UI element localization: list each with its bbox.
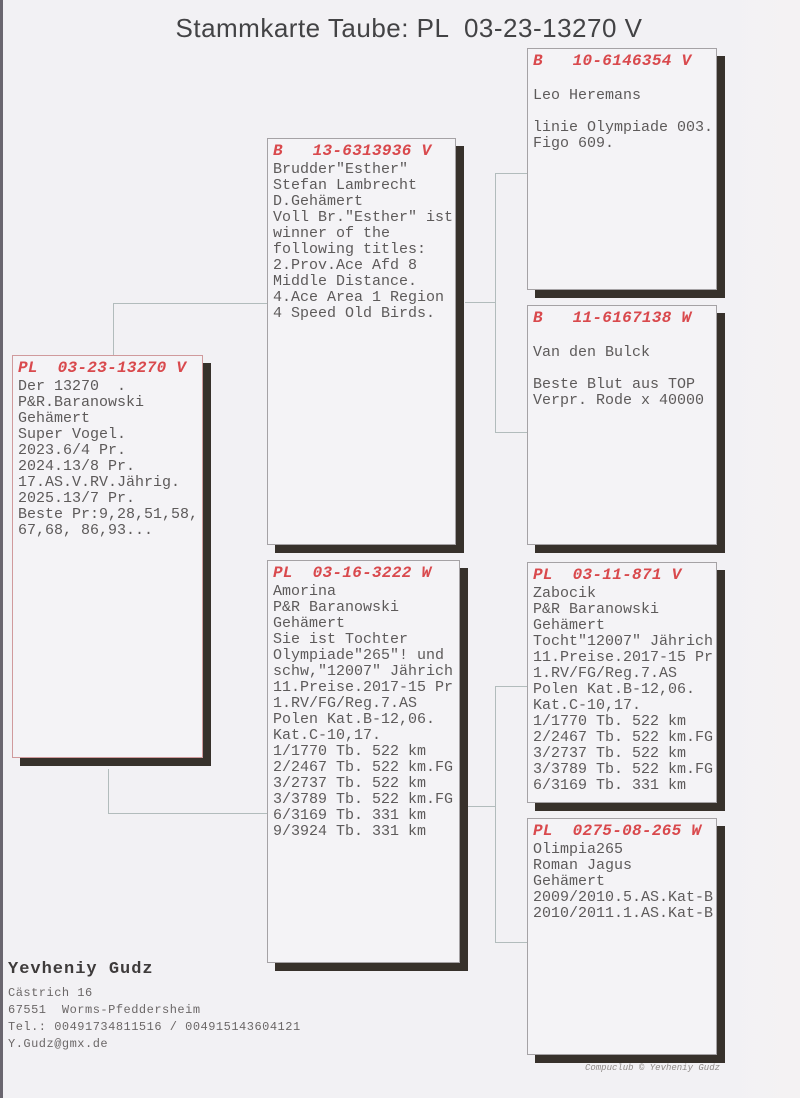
connector-dam-stub [465, 806, 496, 807]
pedigree-text-line: Brudder"Esther" [273, 161, 409, 178]
pedigree-text-line: 4 Speed Old Birds. [273, 305, 436, 322]
pedigree-text-line: Gehämert [18, 410, 91, 427]
connector-sire-dam-h [496, 432, 527, 433]
owner-address-line: 67551 Worms-Pfeddersheim [8, 1003, 201, 1017]
pedigree-text-line: D.Gehämert [273, 193, 364, 210]
owner-address-line: Cästrich 16 [8, 986, 93, 1000]
pedigree-lines [268, 162, 455, 322]
pedigree-lines [13, 379, 202, 539]
pedigree-text-line: 2/2467 Tb. 522 km.FG [273, 759, 454, 776]
pedigree-text-line: 67,68, 86,93... [18, 522, 154, 539]
pedigree-text-line: Gehämert [273, 615, 346, 632]
pedigree-text-line: P&R.Baranowski [18, 394, 145, 411]
pedigree-text-line [533, 329, 716, 345]
pedigree-text-line: 2/2467 Tb. 522 km.FG [533, 729, 714, 746]
pedigree-box-dam-sire [527, 562, 717, 803]
pedigree-text-line: 3/3789 Tb. 522 km.FG [273, 791, 454, 808]
pedigree-text-line: 2010/2011.1.AS.Kat-B [533, 905, 714, 922]
ring-number-header: PL 03-11-871 V [533, 566, 682, 584]
ring-number-header: PL 03-23-13270 V [18, 359, 187, 377]
pedigree-text-line: 2024.13/8 Pr. [18, 458, 136, 475]
pedigree-text-line: following titles: [273, 241, 427, 258]
pedigree-text-line: Kat.C-10,17. [273, 727, 382, 744]
connector-subject-sire-h [113, 303, 268, 304]
ring-number-header: B 13-6313936 V [273, 142, 432, 160]
pedigree-text-line: 2.Prov.Ace Afd 8 [273, 257, 418, 274]
pedigree-box-dam-dam [527, 818, 717, 1055]
pedigree-text-line: Verpr. Rode x 40000 [533, 392, 705, 409]
pedigree-text-line: 11.Preise.2017-15 Pr [533, 649, 714, 666]
pedigree-text-line: 2025.13/7 Pr. [18, 490, 136, 507]
pedigree-box-subject [12, 355, 203, 758]
pedigree-text-line: Kat.C-10,17. [533, 697, 642, 714]
pedigree-text-line: Leo Heremans [533, 87, 642, 104]
connector-subject-sire-v [113, 303, 114, 356]
pedigree-text-line: 9/3924 Tb. 331 km [273, 823, 427, 840]
pedigree-text-line: schw,"12007" Jährich [273, 663, 454, 680]
connector-sire-stub [465, 302, 496, 303]
pedigree-text-line: Amorina [273, 583, 337, 600]
pedigree-text-line: 1.RV/FG/Reg.7.AS [533, 665, 678, 682]
pedigree-lines [268, 584, 459, 840]
pedigree-text-line: Olimpia265 [533, 841, 624, 858]
pedigree-text-line [533, 104, 716, 120]
pedigree-text-line: 1.RV/FG/Reg.7.AS [273, 695, 418, 712]
connector-sire-sire-h [496, 173, 527, 174]
connector-dam-bracket-v [495, 686, 496, 943]
pedigree-text-line: Gehämert [533, 617, 606, 634]
ring-number-header: B 10-6146354 V [533, 52, 692, 70]
pedigree-lines [528, 842, 716, 922]
pedigree-text-line: 2023.6/4 Pr. [18, 442, 127, 459]
pedigree-text-line: Der 13270 . [18, 378, 127, 395]
owner-block [8, 960, 301, 1053]
owner-address-line: Tel.: 00491734811516 / 004915143604121 [8, 1020, 301, 1034]
pedigree-text-line: 2009/2010.5.AS.Kat-B [533, 889, 714, 906]
pedigree-lines [528, 72, 716, 152]
pedigree-text-line: 1/1770 Tb. 522 km [273, 743, 427, 760]
pedigree-text-line: 4.Ace Area 1 Region [273, 289, 445, 306]
pedigree-text-line: Super Vogel. [18, 426, 127, 443]
connector-sire-bracket-v [495, 173, 496, 433]
owner-name: Yevheniy Gudz [8, 960, 154, 979]
pedigree-text-line: 11.Preise.2017-15 Pr [273, 679, 454, 696]
pedigree-text-line [533, 72, 716, 88]
pedigree-text-line: Sie ist Tochter [273, 631, 409, 648]
pedigree-text-line: Beste Blut aus TOP [533, 376, 696, 393]
ring-number-header: B 11-6167138 W [533, 309, 692, 327]
pedigree-text-line: winner of the [273, 225, 391, 242]
pedigree-text-line: Gehämert [533, 873, 606, 890]
pedigree-text-line: linie Olympiade 003. [533, 119, 714, 136]
pedigree-text-line: 17.AS.V.RV.Jährig. [18, 474, 181, 491]
pedigree-text-line: Van den Bulck [533, 344, 651, 361]
pedigree-lines [528, 586, 716, 794]
pedigree-text-line: Olympiade"265"! und [273, 647, 445, 664]
pedigree-text-line: 6/3169 Tb. 331 km [533, 777, 687, 794]
software-credit: Compuclub © Yevheniy Gudz [584, 1063, 720, 1073]
scan-edge-artifact [0, 0, 3, 1098]
pedigree-text-line: Zabocik [533, 585, 597, 602]
connector-dam-sire-h [496, 686, 527, 687]
ring-number-header: PL 03-16-3222 W [273, 564, 432, 582]
pedigree-text-line: Roman Jagus [533, 857, 633, 874]
pedigree-text-line: 3/2737 Tb. 522 km [273, 775, 427, 792]
pedigree-box-sire [267, 138, 456, 545]
pedigree-text-line: 1/1770 Tb. 522 km [533, 713, 687, 730]
pedigree-text-line: Middle Distance. [273, 273, 418, 290]
ring-number-header: PL 0275-08-265 W [533, 822, 702, 840]
pedigree-text-line: Polen Kat.B-12,06. [533, 681, 696, 698]
pedigree-text-line: 3/3789 Tb. 522 km.FG [533, 761, 714, 778]
pedigree-text-line: 6/3169 Tb. 331 km [273, 807, 427, 824]
pedigree-text-line: P&R Baranowski [273, 599, 400, 616]
connector-subject-dam-h [108, 813, 268, 814]
pedigree-text-line: Stefan Lambrecht [273, 177, 418, 194]
pedigree-lines [528, 329, 716, 409]
pedigree-text-line: Beste Pr:9,28,51,58, [18, 506, 199, 523]
connector-dam-dam-h [496, 942, 527, 943]
owner-address-line: Y.Gudz@gmx.de [8, 1037, 109, 1051]
connector-subject-dam-v [108, 769, 109, 814]
pedigree-text-line: Tocht"12007" Jährich [533, 633, 714, 650]
pedigree-text-line [533, 361, 716, 377]
owner-address [8, 985, 301, 1053]
pedigree-text-line: 3/2737 Tb. 522 km [533, 745, 687, 762]
pedigree-text-line: Voll Br."Esther" ist [273, 209, 454, 226]
pedigree-box-sire-sire [527, 48, 717, 290]
pedigree-text-line: Polen Kat.B-12,06. [273, 711, 436, 728]
pedigree-box-dam [267, 560, 460, 963]
pedigree-text-line: Figo 609. [533, 135, 615, 152]
pedigree-box-sire-dam [527, 305, 717, 545]
page-title: Stammkarte Taube: PL 03-23-13270 V [175, 13, 643, 43]
pedigree-text-line: P&R Baranowski [533, 601, 660, 618]
